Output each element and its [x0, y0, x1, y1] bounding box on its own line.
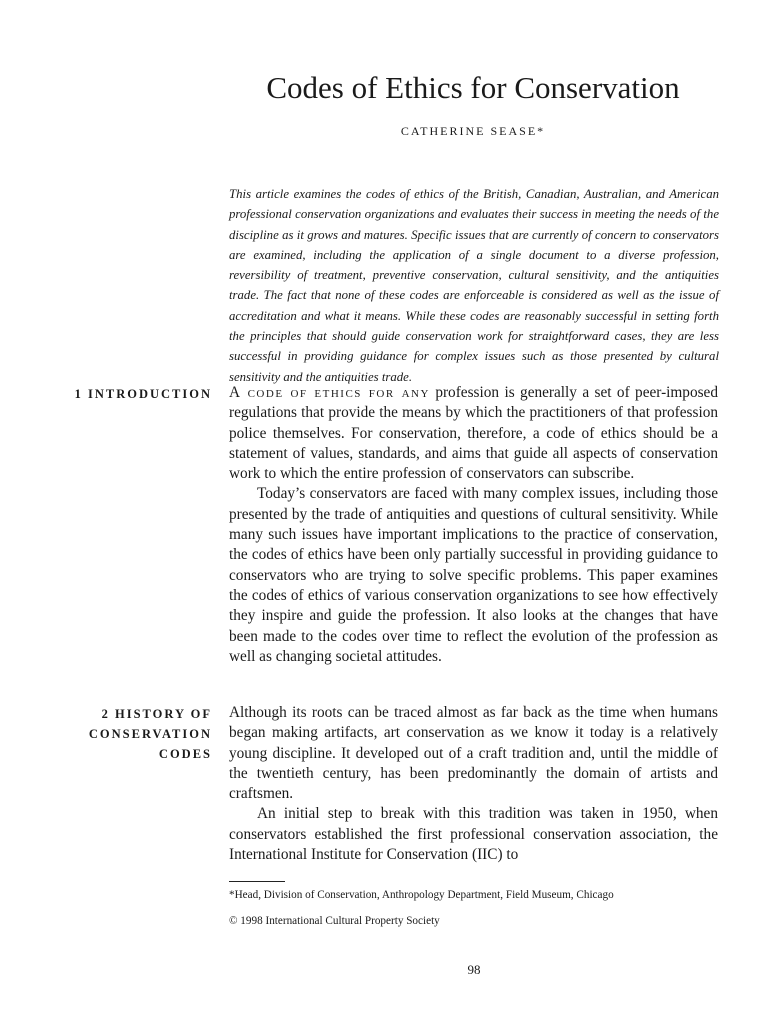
article-title: Codes of Ethics for Conservation	[266, 70, 680, 105]
heading-line: CODES	[158, 747, 212, 761]
lead-in: A code of ethics for any	[229, 384, 430, 401]
paragraph: An initial step to break with this tradition was taken in 1950, when conservators established the first professional conservation association, the International Institute for Conservation (IIC) to	[229, 805, 718, 864]
heading-line: CONSERVATION	[88, 727, 212, 741]
section-heading: 1 INTRODUCTION	[74, 387, 212, 401]
paragraph: Although its roots can be traced almost as far back as the time when humans began making artifacts, art conservation as we know it today is a relatively young discipline. It developed out of a craft tradition and, until the middle of the twentieth century, has been predominantly the domain of artists and craftsmen.	[229, 704, 718, 803]
section-body	[229, 703, 718, 865]
abstract: This article examines the codes of ethics of the British, Canadian, Australian, and American professional conservation organizations and evaluates their success in meeting the needs of the discipline as it grows and matures. Specific issues that are currently of concern to conservators are examined, including the application of a single document to a diverse profession, reversibility of treatment, preventive conservation, cultural sensitivity, and the antiquities trade. The fact that none of these codes are enforceable is considered as well as the issue of accreditation and what it means. While these codes are reasonably successful in setting forth the principles that should guide conservation work for straightforward cases, they are less successful in providing guidance for complex issues such as those presented by cultural sensitivity and the antiquities trade.	[229, 187, 719, 384]
paragraph-text: profession is generally a set of peer-imposed regulations that provide the means by which the practitioners of that profession police themselves. For conservation, therefore, a code of ethics should be a statement of values, standards, and aims that guide all aspects of conservation work to which the entire profession of conservators can subscribe.	[229, 384, 718, 483]
section-body	[229, 383, 718, 667]
author-name: CATHERINE SEASE*	[400, 124, 546, 138]
section-heading	[40, 704, 212, 764]
page-number: 98	[467, 962, 481, 977]
footnote: *Head, Division of Conservation, Anthropology Department, Field Museum, Chicago	[229, 889, 614, 901]
paragraph	[229, 383, 718, 484]
heading-line: 2 HISTORY OF	[101, 707, 212, 721]
footnote-divider	[229, 881, 285, 882]
paragraph: Today’s conservators are faced with many complex issues, including those presented by the trade of antiquities and questions of cultural sensitivity. While many such issues have important implications to the practice of conservation, the codes of ethics have been only partially successful in providing guidance to conservators who are trying to solve specific problems. This paper examines the codes of ethics of various conservation organizations to see how effectively they inspire and guide the profession. It also looks at the changes that have been made to the codes over time to reflect the evolution of the profession as well as changing societal attitudes.	[229, 485, 718, 665]
copyright-notice: © 1998 International Cultural Property Society	[229, 915, 440, 927]
